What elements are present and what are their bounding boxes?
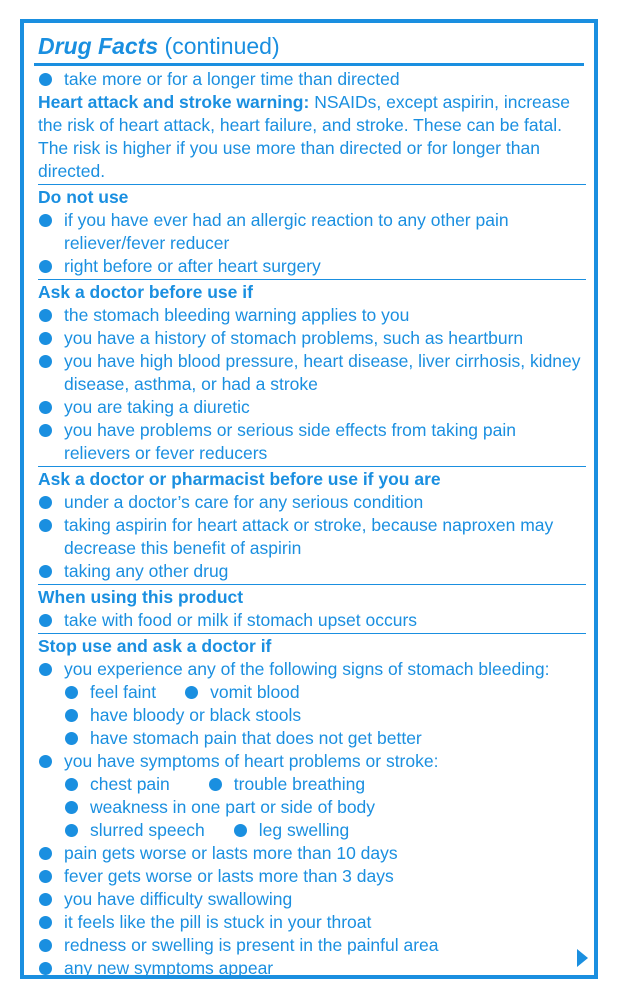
sub-item-row xyxy=(38,681,586,704)
sub-list-item: have bloody or black stools xyxy=(38,704,586,727)
warning-text: NSAIDs, except aspirin, increase the risk of heart attack, heart failure, and stroke. These can be fatal. The risk is higher if you use more than directed or for longer than directed. xyxy=(38,92,570,181)
list-item: under a doctor’s care for any serious condition xyxy=(38,491,586,514)
list-item: taking any other drug xyxy=(38,560,586,583)
list-item: redness or swelling is present in the painful area xyxy=(38,934,586,957)
list-item: you have high blood pressure, heart disease, liver cirrhosis, kidney disease, asthma, or had a stroke xyxy=(38,350,586,396)
title-rule xyxy=(34,63,584,66)
list-item: fever gets worse or lasts more than 3 days xyxy=(38,865,586,888)
section-ask-doctor xyxy=(38,279,586,466)
list-item: the stomach bleeding warning applies to you xyxy=(38,304,586,327)
sub-item-row xyxy=(38,819,586,842)
sub-list-item: trouble breathing xyxy=(233,774,366,794)
list-item: you have symptoms of heart problems or stroke: xyxy=(38,750,586,773)
list-item: you have difficulty swallowing xyxy=(38,888,586,911)
facts-content xyxy=(38,68,586,981)
section-intro xyxy=(38,68,586,184)
warning-heading: Heart attack and stroke warning: xyxy=(38,92,310,112)
list-item: you are taking a diuretic xyxy=(38,396,586,419)
page-title xyxy=(38,33,280,59)
right-triangle-arrow-icon xyxy=(577,949,588,967)
title-bold: Drug Facts xyxy=(38,33,159,59)
list-item: you experience any of the following signs of stomach bleeding: xyxy=(38,658,586,681)
section-ask-pharmacist xyxy=(38,466,586,584)
heart-attack-warning xyxy=(38,91,586,183)
title-continued: (continued) xyxy=(158,33,280,59)
sub-list-item: leg swelling xyxy=(258,820,350,840)
sub-list-item: weakness in one part or side of body xyxy=(38,796,586,819)
list-item: you have a history of stomach problems, such as heartburn xyxy=(38,327,586,350)
section-when-using xyxy=(38,584,586,633)
list-item: take with food or milk if stomach upset occurs xyxy=(38,609,586,632)
sub-list-item: feel faint xyxy=(38,681,156,704)
list-item: any new symptoms appear xyxy=(38,957,586,980)
section-heading: When using this product xyxy=(38,587,244,607)
list-item: pain gets worse or lasts more than 10 days xyxy=(38,842,586,865)
sub-list-item: have stomach pain that does not get better xyxy=(38,727,586,750)
section-do-not-use xyxy=(38,184,586,279)
list-item: it feels like the pill is stuck in your throat xyxy=(38,911,586,934)
section-stop-use xyxy=(38,633,586,981)
section-heading: Ask a doctor or pharmacist before use if you are xyxy=(38,469,441,489)
section-heading: Stop use and ask a doctor if xyxy=(38,636,272,656)
sub-list-item: chest pain xyxy=(38,773,170,796)
drug-facts-panel xyxy=(20,19,598,979)
sub-list-item: slurred speech xyxy=(38,819,205,842)
section-heading: Do not use xyxy=(38,187,129,207)
list-item: if you have ever had an allergic reaction to any other pain reliever/fever reducer xyxy=(38,209,586,255)
list-item: take more or for a longer time than directed xyxy=(38,68,586,91)
list-item: you have problems or serious side effects from taking pain relievers or fever reducers xyxy=(38,419,586,465)
sub-list-item: vomit blood xyxy=(210,682,300,702)
sub-item-row xyxy=(38,773,586,796)
list-item: taking aspirin for heart attack or stroke, because naproxen may decrease this benefit of aspirin xyxy=(38,514,586,560)
section-heading: Ask a doctor before use if xyxy=(38,282,253,302)
list-item: right before or after heart surgery xyxy=(38,255,586,278)
